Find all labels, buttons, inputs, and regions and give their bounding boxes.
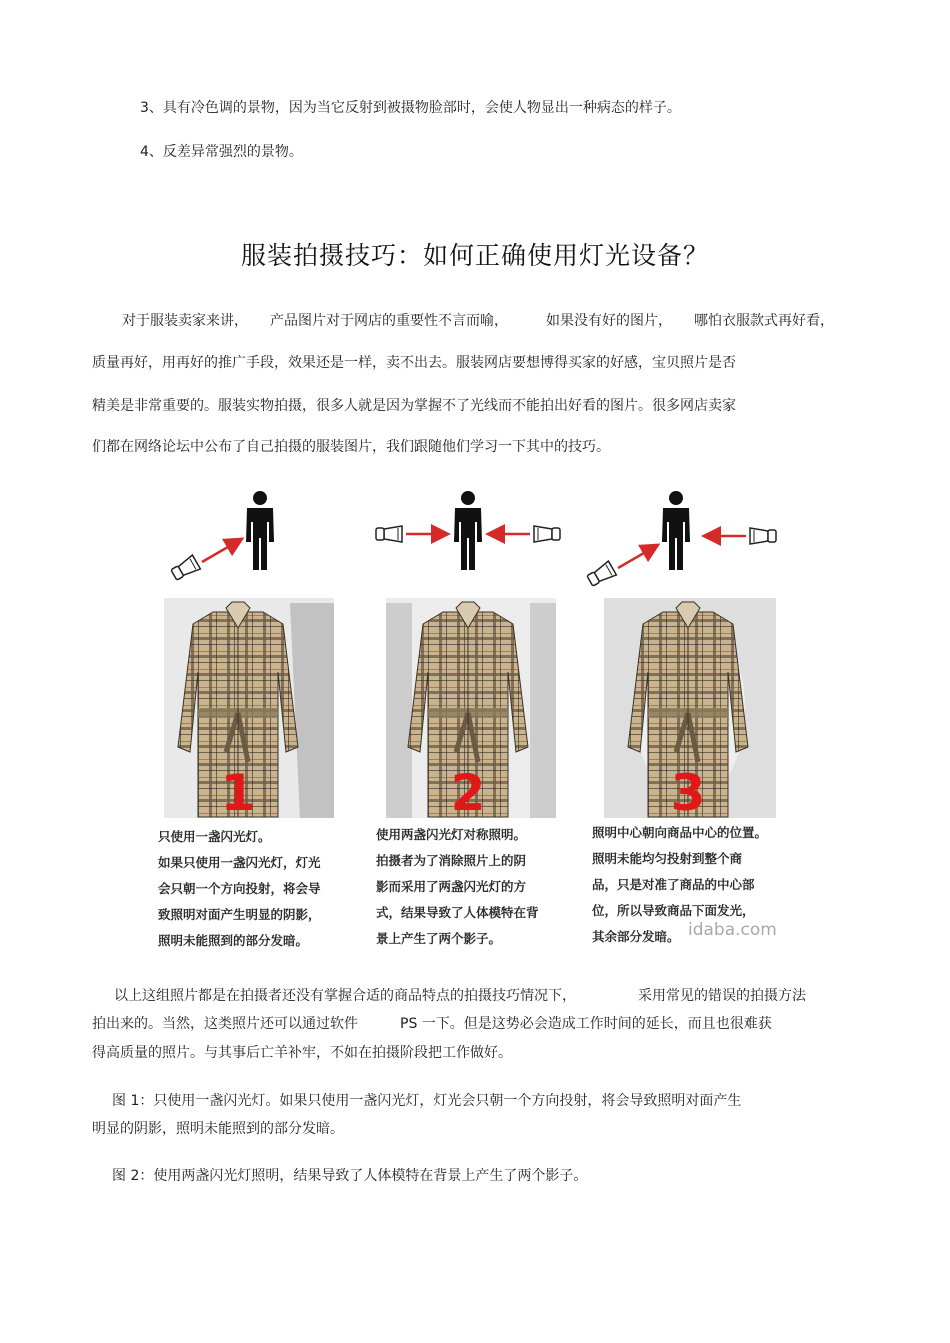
paragraph1-line4: 们都在网络论坛中公布了自己拍摄的服装图片，我们跟随他们学习一下其中的技巧。	[92, 439, 610, 455]
flash-lamp-icon	[376, 526, 402, 542]
photo-2	[386, 598, 556, 818]
photo-number: 3	[670, 764, 706, 818]
paragraph1-line1	[122, 311, 834, 331]
p1-seg-3: 如果没有好的图片，	[546, 313, 672, 329]
mannequin-icon	[662, 491, 690, 570]
panel-3-caption: 照明中心朝向商品中心的位置。 照明未能均匀投射到整个商 品，只是对准了商品的中心部 位，所以导致商品下面发光， 其余部分发暗。	[592, 825, 768, 944]
lighting-figure	[150, 488, 810, 958]
panel-2-diagram	[376, 491, 560, 570]
p1-seg-1: 对于服装卖家来讲，	[122, 313, 248, 329]
panel-3-diagram	[586, 491, 776, 588]
panel-1-diagram	[170, 491, 274, 582]
note2: 图 2：使用两盏闪光灯照明，结果导致了人体模特在背景上产生了两个影子。	[112, 1168, 588, 1184]
paragraph1-line2: 质量再好，用再好的推广手段，效果还是一样，卖不出去。服装网店要想博得买家的好感，宝贝照片是否	[92, 355, 736, 371]
note1-line2: 明显的阴影，照明未能照到的部分发暗。	[92, 1121, 344, 1137]
photo-3	[604, 598, 776, 818]
panel-1-caption: 只使用一盏闪光灯。 如果只使用一盏闪光灯，灯光 会只朝一个方向投射，将会导 致照明对面产生明显的阴影， 照明未能照到的部分发暗。	[158, 829, 321, 948]
flash-lamp-icon	[750, 528, 776, 544]
light-arrow	[202, 540, 240, 562]
photo-1	[164, 598, 334, 818]
mannequin-icon	[454, 491, 482, 570]
p2-seg-1: 以上这组照片都是在拍摄者还没有掌握合适的商品特点的拍摄技巧情况下，	[114, 988, 576, 1004]
light-arrow	[618, 546, 656, 568]
p2-seg-2: 采用常见的错误的拍摄方法	[638, 988, 806, 1004]
p2-seg-3: 拍出来的。当然，这类照片还可以通过软件	[92, 1016, 358, 1032]
article-title: 服装拍摄技巧：如何正确使用灯光设备？	[240, 241, 709, 270]
flash-lamp-icon	[170, 555, 201, 582]
paragraph2-line2	[92, 1014, 772, 1034]
list-item-4: 4、反差异常强烈的景物。	[140, 144, 303, 160]
panel-2-caption: 使用两盏闪光灯对称照明。 拍摄者为了消除照片上的阴 影而采用了两盏闪光灯的方 式，结果导致了人体模特在背 景上产生了两个影子。	[376, 827, 539, 946]
paragraph1-line3: 精美是非常重要的。服装实物拍摄，很多人就是因为掌握不了光线而不能拍出好看的图片。很多网店卖家	[92, 398, 736, 414]
flash-lamp-icon	[586, 561, 617, 588]
paragraph2-line3: 得高质量的照片。与其事后亡羊补牢，不如在拍摄阶段把工作做好。	[92, 1045, 512, 1061]
p1-seg-4: 哪怕衣服款式再好看，	[694, 313, 834, 329]
p2-seg-4: PS 一下。但是这势必会造成工作时间的延长，而且也很难获	[400, 1016, 772, 1032]
lighting-diagram	[150, 488, 810, 818]
watermark: idaba.com	[688, 920, 777, 940]
note1-line1: 图 1：只使用一盏闪光灯。如果只使用一盏闪光灯，灯光会只朝一个方向投射，将会导致照明对面产生	[112, 1093, 742, 1109]
list-item-3: 3、具有冷色调的景物，因为当它反射到被摄物脸部时，会使人物显出一种病态的样子。	[140, 100, 681, 116]
photo-number: 1	[220, 764, 256, 818]
flash-lamp-icon	[534, 526, 560, 542]
p1-seg-2: 产品图片对于网店的重要性不言而喻，	[270, 313, 508, 329]
mannequin-icon	[246, 491, 274, 570]
photo-number: 2	[450, 764, 486, 818]
paragraph2-line1	[114, 986, 806, 1006]
